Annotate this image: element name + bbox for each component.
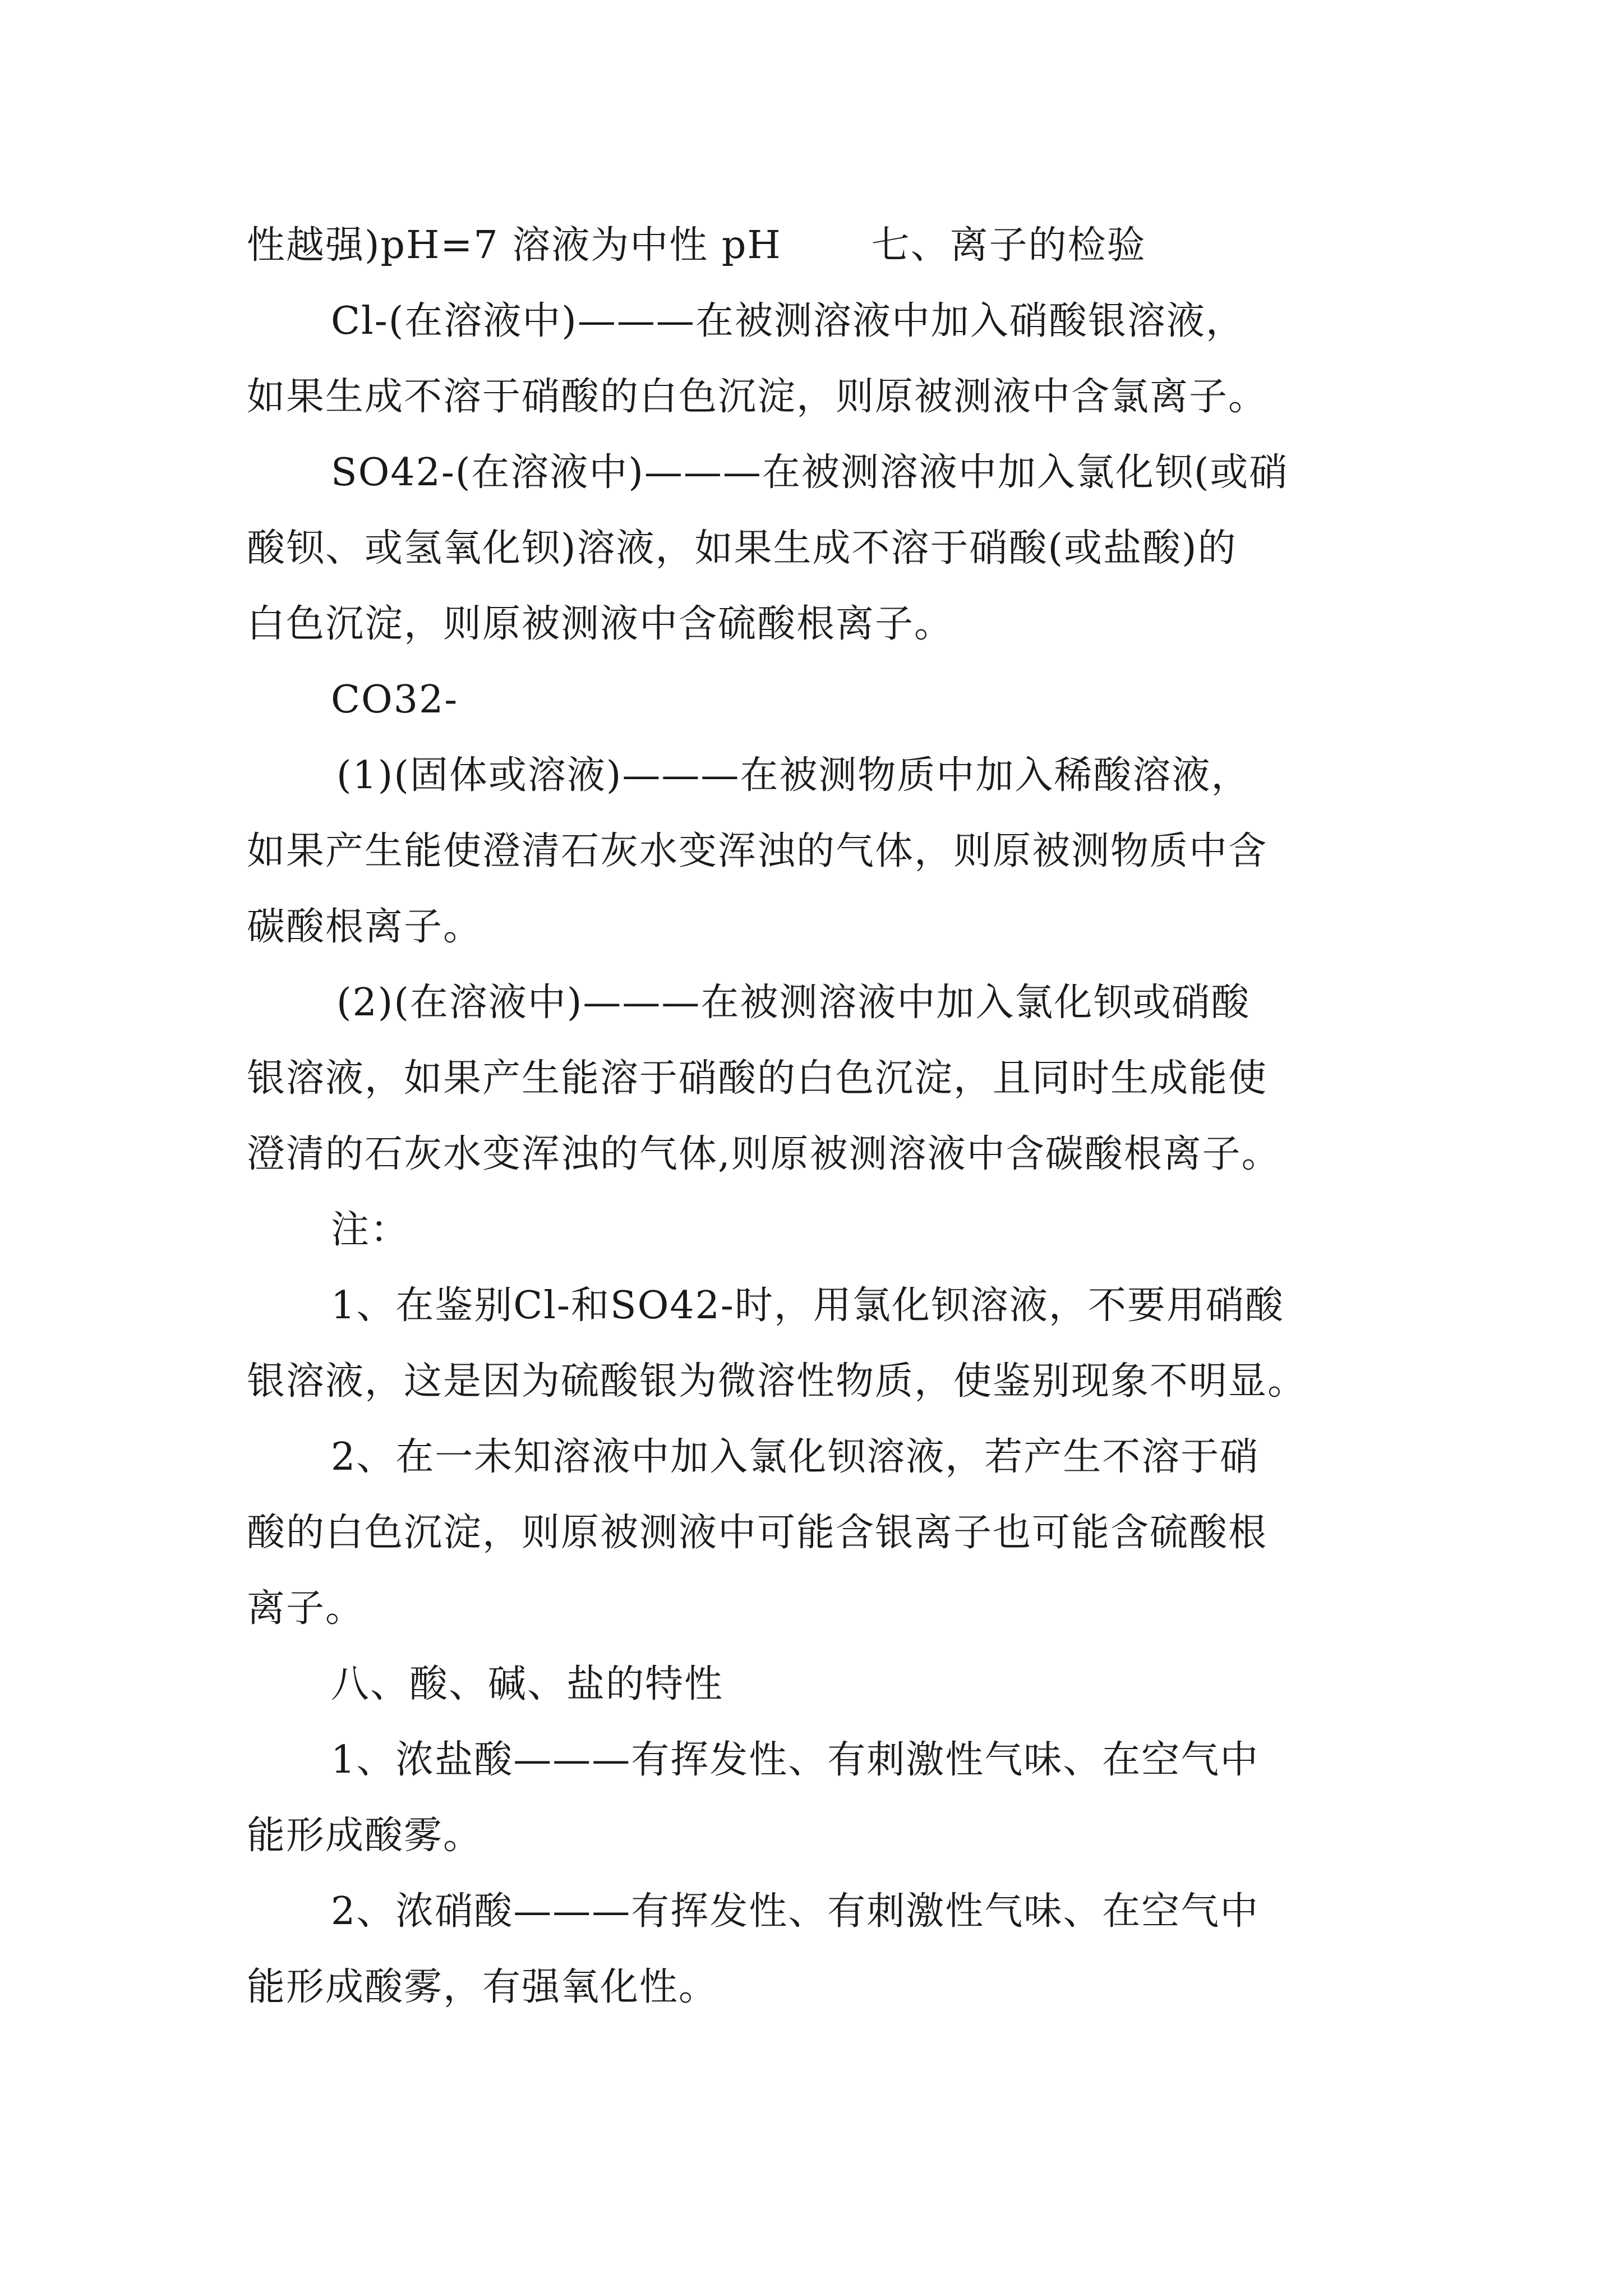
text-line: 酸的白色沉淀，则原被测液中可能含银离子也可能含硫酸根	[247, 1511, 1268, 1555]
text-line: 1、浓盐酸———有挥发性、有刺激性气味、在空气中	[331, 1738, 1260, 1782]
section-heading-ion-test: 七、离子的检验	[871, 223, 1146, 268]
text-line: 2、浓硝酸———有挥发性、有刺激性气味、在空气中	[331, 1889, 1260, 1934]
text-line: 白色沉淀，则原被测液中含硫酸根离子。	[247, 602, 954, 646]
document-body	[247, 208, 1391, 2025]
text-line: 如果生成不溶于硝酸的白色沉淀，则原被测液中含氯离子。	[247, 375, 1268, 419]
text-line: Cl-(在溶液中)———在被测溶液中加入硝酸银溶液，	[331, 299, 1245, 343]
text-line: (1)(固体或溶液)———在被测物质中加入稀酸溶液，	[336, 753, 1251, 798]
section-heading-properties: 八、酸、碱、盐的特性	[331, 1662, 724, 1706]
text-line: 能形成酸雾。	[247, 1814, 483, 1858]
text-line: (2)(在溶液中)———在被测溶液中加入氯化钡或硝酸	[336, 981, 1251, 1025]
text-line: CO32-	[331, 678, 459, 722]
text-line: 离子。	[247, 1586, 365, 1631]
text-line: 碳酸根离子。	[247, 905, 483, 949]
text-line: 2、在一未知溶液中加入氯化钡溶液，若产生不溶于硝	[331, 1435, 1260, 1479]
text-line: 银溶液，如果产生能溶于硝酸的白色沉淀，且同时生成能使	[247, 1056, 1268, 1101]
text-line: 银溶液，这是因为硫酸银为微溶性物质，使鉴别现象不明显。	[247, 1359, 1307, 1404]
text-line: SO42-(在溶液中)———在被测溶液中加入氯化钡(或硝	[331, 450, 1289, 495]
text-line: 酸钡、或氢氧化钡)溶液，如果生成不溶于硝酸(或盐酸)的	[247, 526, 1237, 570]
note-label: 注：	[331, 1208, 410, 1252]
text-line	[247, 208, 1391, 283]
text-segment: 性越强)pH=7 溶液为中性 pH	[247, 223, 782, 268]
text-line: 如果产生能使澄清石灰水变浑浊的气体，则原被测物质中含	[247, 829, 1268, 873]
text-line: 能形成酸雾，有强氧化性。	[247, 1965, 718, 2009]
text-line: 1、在鉴别Cl-和SO42-时，用氯化钡溶液，不要用硝酸	[331, 1283, 1284, 1328]
text-line: 澄清的石灰水变浑浊的气体,则原被测溶液中含碳酸根离子。	[247, 1132, 1281, 1176]
